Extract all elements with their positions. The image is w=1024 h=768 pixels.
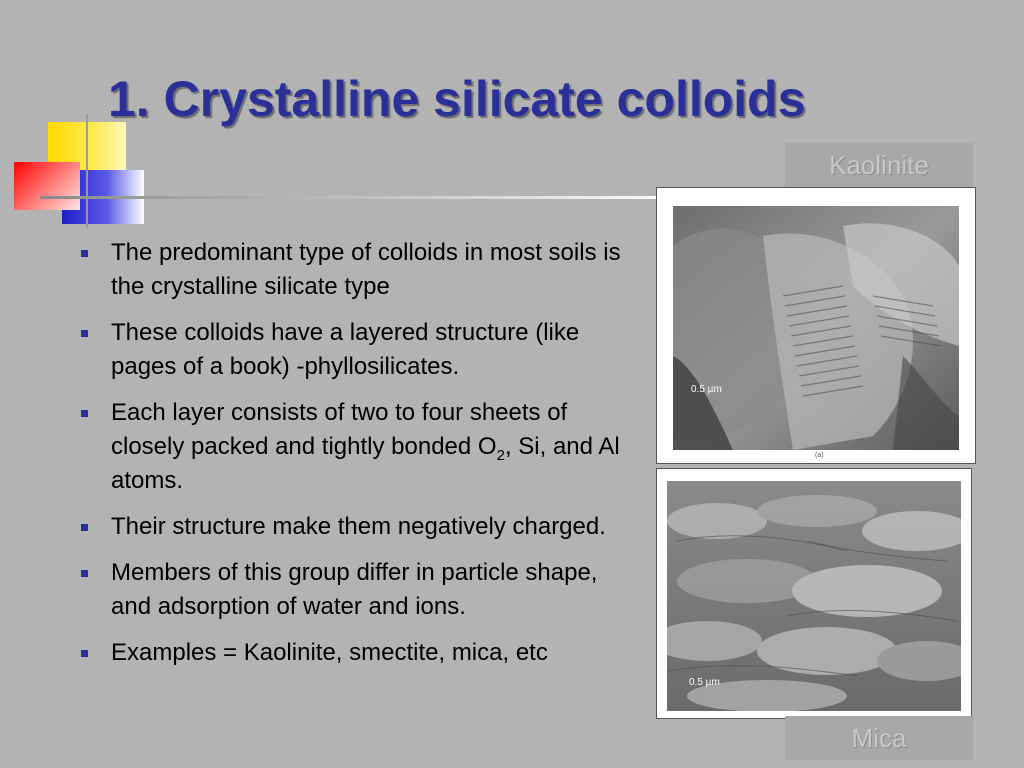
bullet-item — [78, 316, 638, 384]
bullet-text-after-subscript: , Si, and Al atoms. — [111, 433, 620, 494]
kaolinite-micrograph-image — [673, 206, 959, 450]
kaolinite-label: Kaolinite — [785, 143, 973, 187]
kaolinite-caption: (a) — [815, 452, 824, 459]
kaolinite-scale-bar: 0.5 µm — [691, 384, 722, 395]
bullet-item — [78, 556, 638, 624]
kaolinite-micrograph — [656, 187, 976, 464]
bullet-list — [78, 236, 638, 682]
bullet-text-before-subscript: Each layer consists of two to four sheets of closely packed and tightly bonded O — [111, 399, 568, 460]
mica-micrograph — [656, 468, 972, 719]
bullet-square-icon — [81, 570, 88, 577]
bullet-square-icon — [81, 410, 88, 417]
bullet-square-icon — [81, 250, 88, 257]
slide-title: 1. Crystalline silicate colloids — [108, 71, 806, 127]
bullet-text: These colloids have a layered structure (like pages of a book) -phyllosilicates. — [111, 319, 580, 380]
bullet-item — [78, 510, 638, 544]
decorative-vertical-line — [86, 114, 88, 228]
bullet-square-icon — [81, 330, 88, 337]
mica-scale-bar: 0.5 µm — [689, 677, 720, 688]
bullet-text: Their structure make them negatively charged. — [111, 513, 606, 540]
bullet-square-icon — [81, 650, 88, 657]
bullet-item — [78, 396, 638, 498]
bullet-text: Members of this group differ in particle shape, and adsorption of water and ions. — [111, 559, 598, 620]
title-underline — [40, 196, 680, 199]
bullet-square-icon — [81, 524, 88, 531]
decorative-red-square — [14, 162, 80, 210]
bullet-item — [78, 636, 638, 670]
bullet-item — [78, 236, 638, 304]
mica-micrograph-image — [667, 481, 961, 711]
bullet-text: Examples = Kaolinite, smectite, mica, etc — [111, 639, 548, 666]
mica-label: Mica — [785, 716, 973, 760]
bullet-subscript: 2 — [496, 446, 505, 464]
bullet-text: The predominant type of colloids in most soils is the crystalline silicate type — [111, 239, 621, 300]
